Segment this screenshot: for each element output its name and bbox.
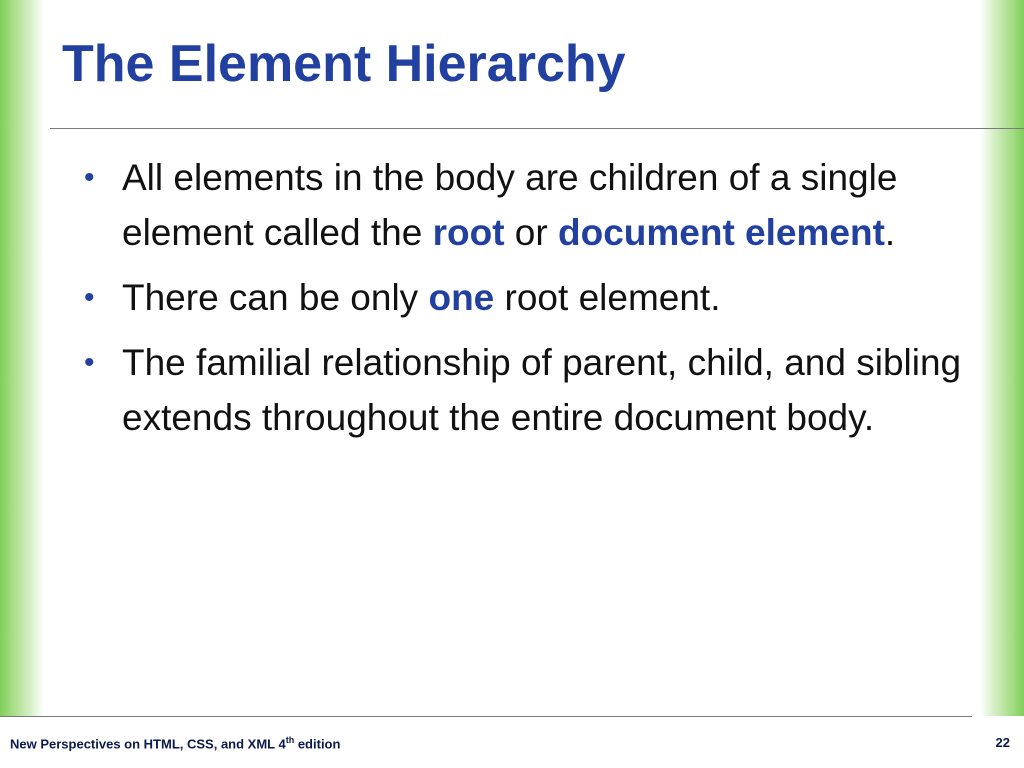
slide-title: The Element Hierarchy	[62, 35, 626, 93]
bullet-item-2	[80, 270, 970, 325]
page-number: 22	[995, 735, 1010, 750]
footer-book-suffix: edition	[294, 736, 341, 752]
bullet-1-term-root: root	[432, 212, 505, 253]
bullet-1-text-c: .	[884, 212, 896, 253]
bullet-item-3	[80, 335, 970, 445]
bullet-list	[80, 150, 970, 455]
bullet-marker-icon: •	[84, 346, 95, 379]
bullet-marker-icon: •	[84, 161, 95, 194]
bullet-3-text: The familial relationship of parent, child, and sibling extends throughout the entire document body.	[122, 342, 962, 438]
bullet-1-text-b: or	[504, 212, 558, 253]
footer-divider	[0, 716, 972, 717]
bullet-2-text-b: root element.	[494, 277, 721, 318]
bullet-item-1	[80, 150, 970, 260]
footer-book-superscript: th	[285, 735, 295, 745]
footer-book-prefix: New Perspectives on HTML, CSS, and XML 4	[10, 736, 286, 752]
bullet-1-term-document-element: document element	[558, 212, 885, 253]
left-green-edge	[0, 0, 44, 716]
bullet-2-term-one: one	[428, 277, 495, 318]
right-green-edge	[980, 0, 1024, 716]
footer-book-title	[10, 735, 340, 751]
title-divider	[50, 128, 1024, 129]
bullet-1-text-a: All elements in the body are children of a single element called the	[122, 157, 898, 253]
bullet-2-text-a: There can be only	[122, 277, 429, 318]
bullet-marker-icon: •	[84, 281, 95, 314]
